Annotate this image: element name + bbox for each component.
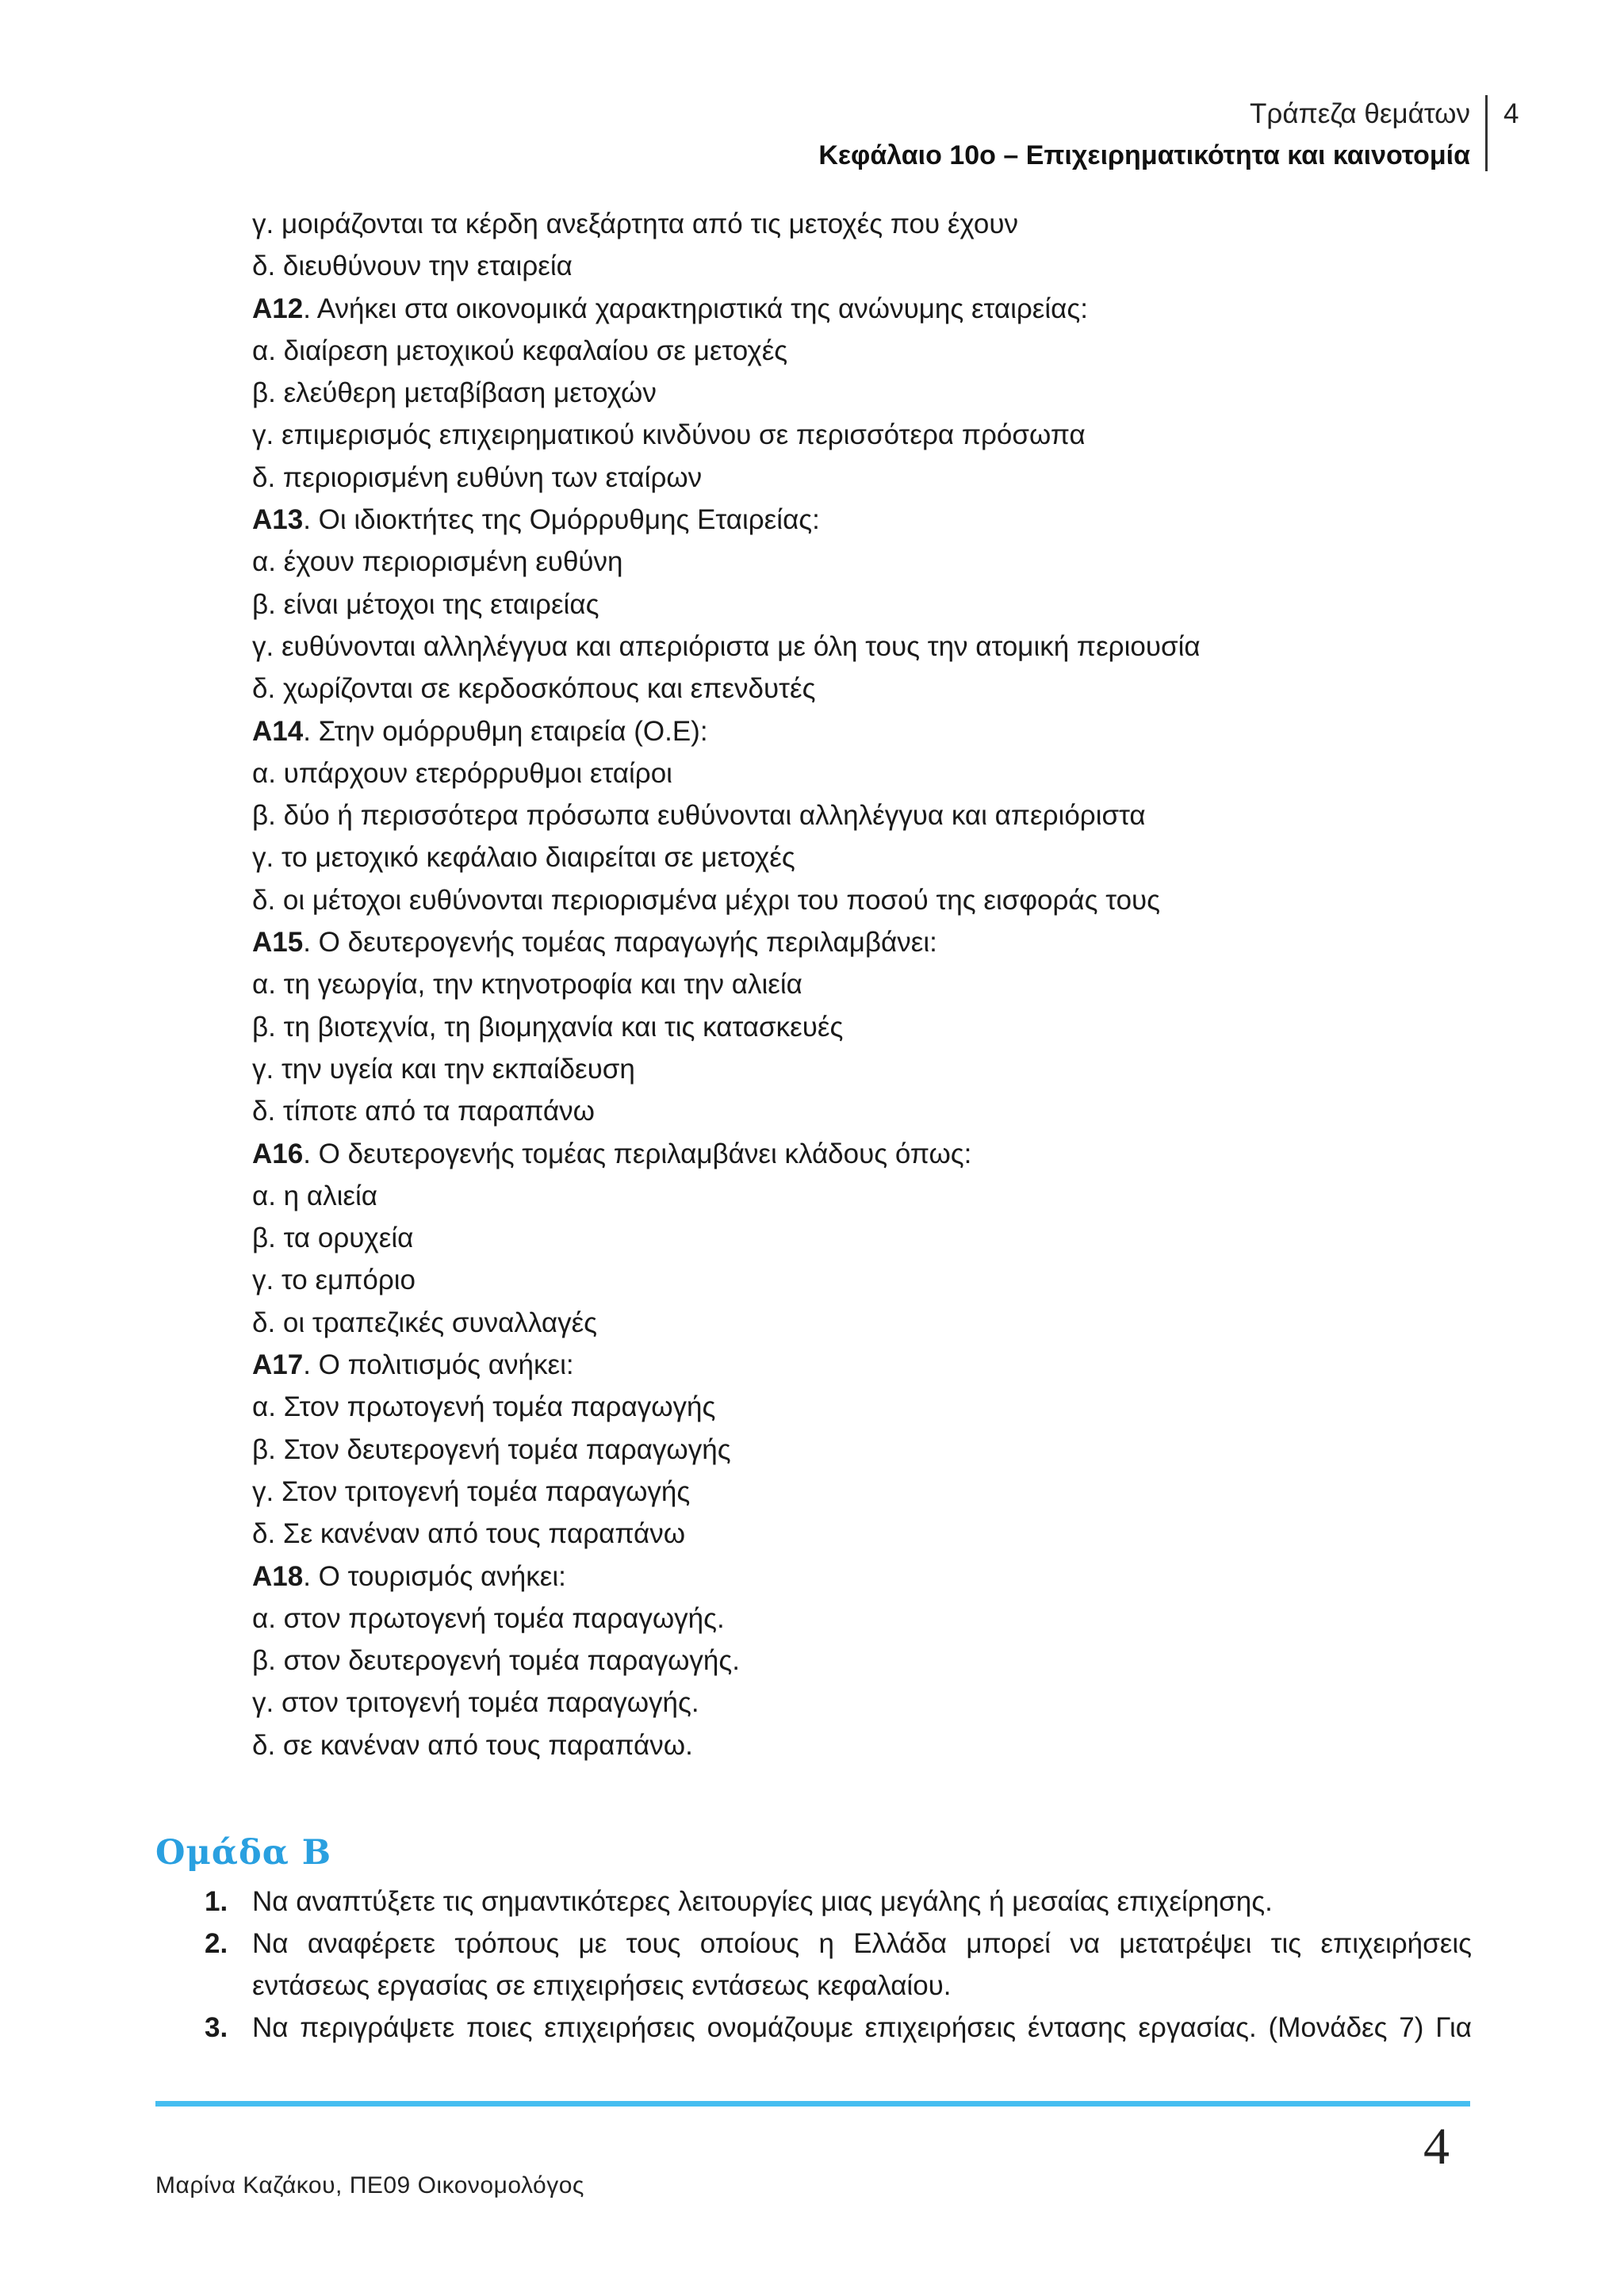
answer-option bbox=[252, 1006, 1489, 1048]
group-b-item-number: 2. bbox=[205, 1928, 228, 1959]
header-page-number: 4 bbox=[1503, 98, 1519, 129]
question-number: Α16 bbox=[252, 1138, 304, 1169]
question-line bbox=[252, 1344, 1489, 1386]
section-title-group-b: Ομάδα Β bbox=[155, 1833, 332, 1873]
answer-text: γ. το εμπόριο bbox=[252, 1265, 416, 1296]
answer-text: γ. το μετοχικό κεφάλαιο διαιρείται σε μετοχές bbox=[252, 842, 795, 874]
question-text: . Οι ιδιοκτήτες της Ομόρρυθμης Εταιρείας: bbox=[303, 504, 820, 536]
answer-text: α. τη γεωργία, την κτηνοτροφία και την αλιεία bbox=[252, 969, 802, 1001]
answer-option bbox=[252, 1090, 1489, 1132]
answer-text: δ. Σε κανέναν από τους παραπάνω bbox=[252, 1518, 686, 1550]
footer-page-number: 4 bbox=[1423, 2118, 1450, 2175]
group-b-list bbox=[155, 1881, 1472, 2049]
footer-divider bbox=[155, 2101, 1470, 2107]
group-b-item-number: 1. bbox=[205, 1886, 228, 1917]
answer-text: β. ελεύθερη μεταβίβαση μετοχών bbox=[252, 377, 657, 409]
answer-text: β. Στον δευτερογενή τομέα παραγωγής bbox=[252, 1433, 731, 1465]
answer-option bbox=[252, 1513, 1489, 1555]
group-b-item-text: Να περιγράψετε ποιες επιχειρήσεις ονομάζουμε επιχειρήσεις έντασης εργασίας. (Μονάδες 7) Για bbox=[252, 2012, 1472, 2043]
group-b-item-text: Να αναφέρετε τρόπους με τους οποίους η Ελλάδα μπορεί να μετατρέψει τις επιχειρήσεις bbox=[252, 1928, 1472, 1959]
answer-option bbox=[252, 1048, 1489, 1090]
question-line bbox=[252, 1133, 1489, 1175]
question-text: . Ο δευτερογενής τομέας παραγωγής περιλαμβάνει: bbox=[303, 927, 937, 959]
answer-text: α. Στον πρωτογενή τομέα παραγωγής bbox=[252, 1391, 716, 1423]
question-number: Α14 bbox=[252, 715, 304, 747]
group-b-item-text: Να αναπτύξετε τις σημαντικότερες λειτουργίες μιας μεγάλης ή μεσαίας επιχείρησης. bbox=[252, 1886, 1273, 1917]
answer-option bbox=[252, 1429, 1489, 1471]
answer-option bbox=[252, 1640, 1489, 1682]
footer-author: Μαρίνα Καζάκου, ΠΕ09 Οικονομολόγος bbox=[155, 2172, 584, 2198]
answer-text: β. τη βιοτεχνία, τη βιομηχανία και τις κατασκευές bbox=[252, 1011, 844, 1043]
question-number: Α17 bbox=[252, 1349, 304, 1381]
header-divider bbox=[1485, 95, 1488, 171]
question-line bbox=[252, 710, 1489, 752]
answer-option bbox=[252, 1217, 1489, 1259]
answer-text: γ. στον τριτογενή τομέα παραγωγής. bbox=[252, 1687, 699, 1719]
answer-text: δ. οι μέτοχοι ευθύνονται περιορισμένα μέχρι του ποσού της εισφοράς τους bbox=[252, 884, 1161, 916]
answer-option bbox=[252, 963, 1489, 1005]
answer-text: β. δύο ή περισσότερα πρόσωπα ευθύνονται αλληλέγγυα και απεριόριστα bbox=[252, 800, 1146, 832]
group-b-item bbox=[155, 1881, 1472, 1923]
answer-text: γ. ευθύνονται αλληλέγγυα και απεριόριστα με όλη τους την ατομική περιουσία bbox=[252, 630, 1201, 662]
answer-text: α. έχουν περιορισμένη ευθύνη bbox=[252, 546, 623, 578]
question-line bbox=[252, 288, 1489, 330]
answer-option bbox=[252, 1302, 1489, 1344]
question-text: . Στην ομόρρυθμη εταιρεία (Ο.Ε): bbox=[303, 715, 708, 747]
answer-option bbox=[252, 626, 1489, 668]
question-number: Α18 bbox=[252, 1560, 304, 1592]
answer-text: δ. οι τραπεζικές συναλλαγές bbox=[252, 1307, 598, 1338]
answer-text: α. υπάρχουν ετερόρρυθμοι εταίροι bbox=[252, 757, 672, 789]
answer-option bbox=[252, 1598, 1489, 1640]
answer-option bbox=[252, 1471, 1489, 1513]
question-number: Α15 bbox=[252, 927, 304, 959]
answer-option bbox=[252, 457, 1489, 499]
answer-text: α. διαίρεση μετοχικού κεφαλαίου σε μετοχές bbox=[252, 335, 788, 366]
question-number: Α13 bbox=[252, 504, 304, 536]
answer-option bbox=[252, 1386, 1489, 1428]
answer-option bbox=[252, 1175, 1489, 1217]
question-text: . Ο τουρισμός ανήκει: bbox=[303, 1560, 566, 1592]
answer-option bbox=[252, 879, 1489, 921]
answer-text: δ. χωρίζονται σε κερδοσκόπους και επενδυτές bbox=[252, 673, 816, 705]
answer-option bbox=[252, 836, 1489, 878]
answer-text: α. στον πρωτογενή τομέα παραγωγής. bbox=[252, 1602, 725, 1634]
answer-text: γ. επιμερισμός επιχειρηματικού κινδύνου σε περισσότερα πρόσωπα bbox=[252, 419, 1086, 451]
question-list bbox=[252, 203, 1489, 1766]
answer-text: δ. τίποτε από τα παραπάνω bbox=[252, 1096, 595, 1127]
answer-option bbox=[252, 794, 1489, 836]
answer-option bbox=[252, 1724, 1489, 1766]
answer-option bbox=[252, 203, 1489, 245]
answer-option bbox=[252, 752, 1489, 794]
group-b-item bbox=[155, 1923, 1472, 2007]
header-subtitle: Τράπεζα θεμάτων bbox=[1250, 98, 1470, 129]
question-line bbox=[252, 499, 1489, 541]
answer-text: δ. σε κανέναν από τους παραπάνω. bbox=[252, 1729, 693, 1761]
group-b-item-number: 3. bbox=[205, 2012, 228, 2043]
answer-option bbox=[252, 668, 1489, 710]
answer-text: γ. μοιράζονται τα κέρδη ανεξάρτητα από τις μετοχές που έχουν bbox=[252, 209, 1018, 239]
answer-text: δ. διευθύνουν την εταιρεία bbox=[252, 251, 573, 282]
answer-text: β. στον δευτερογενή τομέα παραγωγής. bbox=[252, 1645, 740, 1677]
answer-text: γ. την υγεία και την εκπαίδευση bbox=[252, 1053, 635, 1085]
group-b-item-text: εντάσεως εργασίας σε επιχειρήσεις εντάσεως κεφαλαίου. bbox=[252, 1970, 952, 2001]
question-number: Α12 bbox=[252, 293, 304, 324]
answer-option bbox=[252, 1682, 1489, 1724]
answer-option bbox=[252, 330, 1489, 372]
answer-option bbox=[252, 541, 1489, 583]
answer-option bbox=[252, 414, 1489, 456]
question-text: . Ο πολιτισμός ανήκει: bbox=[303, 1349, 574, 1381]
answer-option bbox=[252, 1259, 1489, 1301]
group-b-item bbox=[155, 2007, 1472, 2049]
answer-text: β. τα ορυχεία bbox=[252, 1223, 414, 1254]
answer-option bbox=[252, 245, 1489, 287]
question-text: . Ανήκει στα οικονομικά χαρακτηριστικά της ανώνυμης εταιρείας: bbox=[303, 293, 1089, 324]
answer-option bbox=[252, 584, 1489, 626]
answer-text: α. η αλιεία bbox=[252, 1180, 377, 1211]
answer-option bbox=[252, 372, 1489, 414]
answer-text: γ. Στον τριτογενή τομέα παραγωγής bbox=[252, 1475, 691, 1507]
question-line bbox=[252, 921, 1489, 963]
question-text: . Ο δευτερογενής τομέας περιλαμβάνει κλάδους όπως: bbox=[303, 1138, 972, 1169]
answer-text: β. είναι μέτοχοι της εταιρείας bbox=[252, 588, 599, 620]
answer-text: δ. περιορισμένη ευθύνη των εταίρων bbox=[252, 461, 703, 493]
page-header bbox=[818, 94, 1470, 176]
header-title: Κεφάλαιο 10ο – Επιχειρηματικότητα και καινοτομία bbox=[818, 140, 1470, 170]
question-line bbox=[252, 1556, 1489, 1598]
